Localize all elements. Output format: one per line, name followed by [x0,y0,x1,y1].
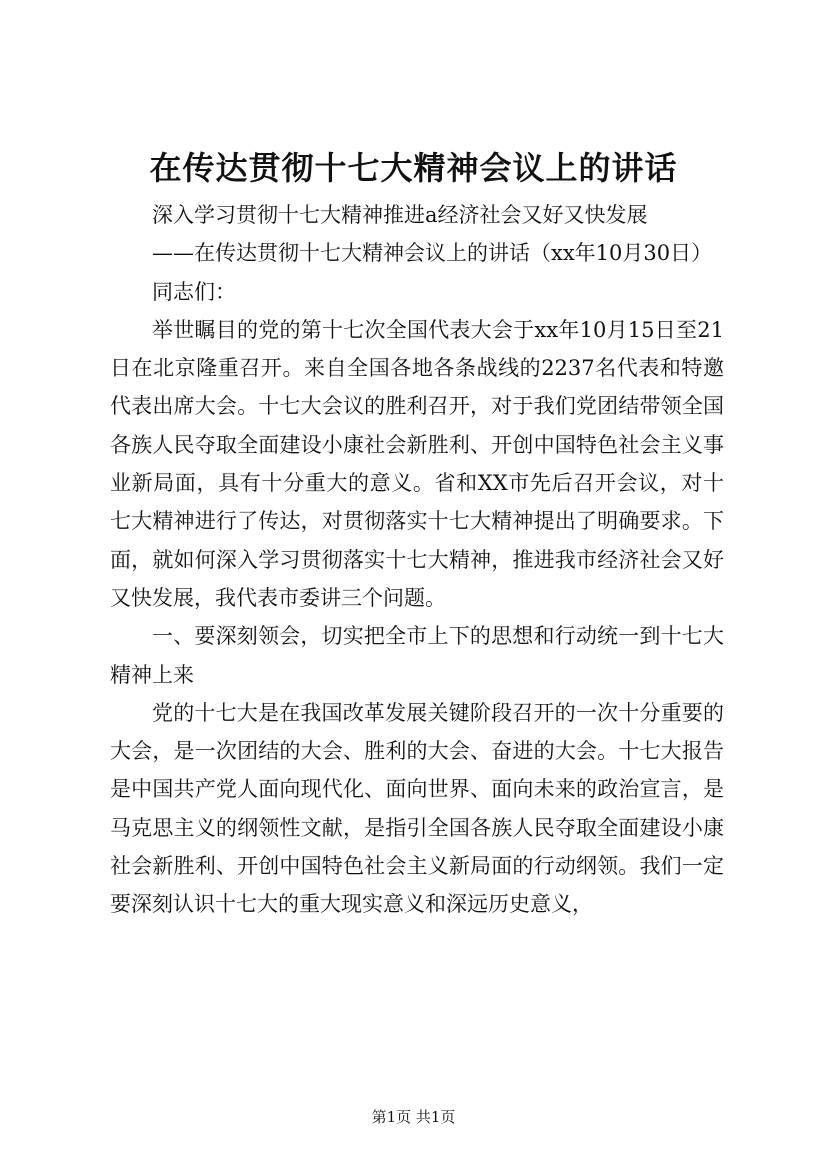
document-title: 在传达贯彻十七大精神会议上的讲话 [149,149,678,187]
section-heading-paragraph: 一、要深刻领会，切实把全市上下的思想和行动统一到十七大精神上来 [110,624,724,687]
subtitle-paragraph: 深入学习贯彻十七大精神推进a经济社会又好又快发展 [152,203,648,227]
document-body [110,196,724,924]
body-paragraph: 党的十七大是在我国改革发展关键阶段召开的一次十分重要的大会，是一次团结的大会、胜利的大会、奋进的大会。十七大报告是中国共产党人面向现代化、面向世界、面向未来的政治宣言，是马克思主义的纲领性文献，是指引全国各族人民夺取全面建设小康社会新胜利、开创中国特色社会主义新局面的行动纲领。我们一定要深刻认识十七大的重大现实意义和深远历史意义， [110,700,724,917]
page-footer: 第1页 共1页 [371,1108,456,1126]
body-paragraph: 举世瞩目的党的第十七次全国代表大会于xx年10月15日至21日在北京隆重召开。来自全国各地各条战线的2237名代表和特邀代表出席大会。十七大会议的胜利召开，对于我们党团结带领全国各族人民夺取全面建设小康社会新胜利、开创中国特色社会主义事业新局面，具有十分重大的意义。省和XX市先后召开会议，对十七大精神进行了传达，对贯彻落实十七大精神提出了明确要求。下面，就如何深入学习贯彻落实十七大精神，推进我市经济社会又好又快发展，我代表市委讲三个问题。 [110,317,724,610]
salutation-paragraph: 同志们： [152,279,236,304]
subtitle-note-paragraph: ——在传达贯彻十七大精神会议上的讲话（xx年10月30日） [152,241,713,266]
